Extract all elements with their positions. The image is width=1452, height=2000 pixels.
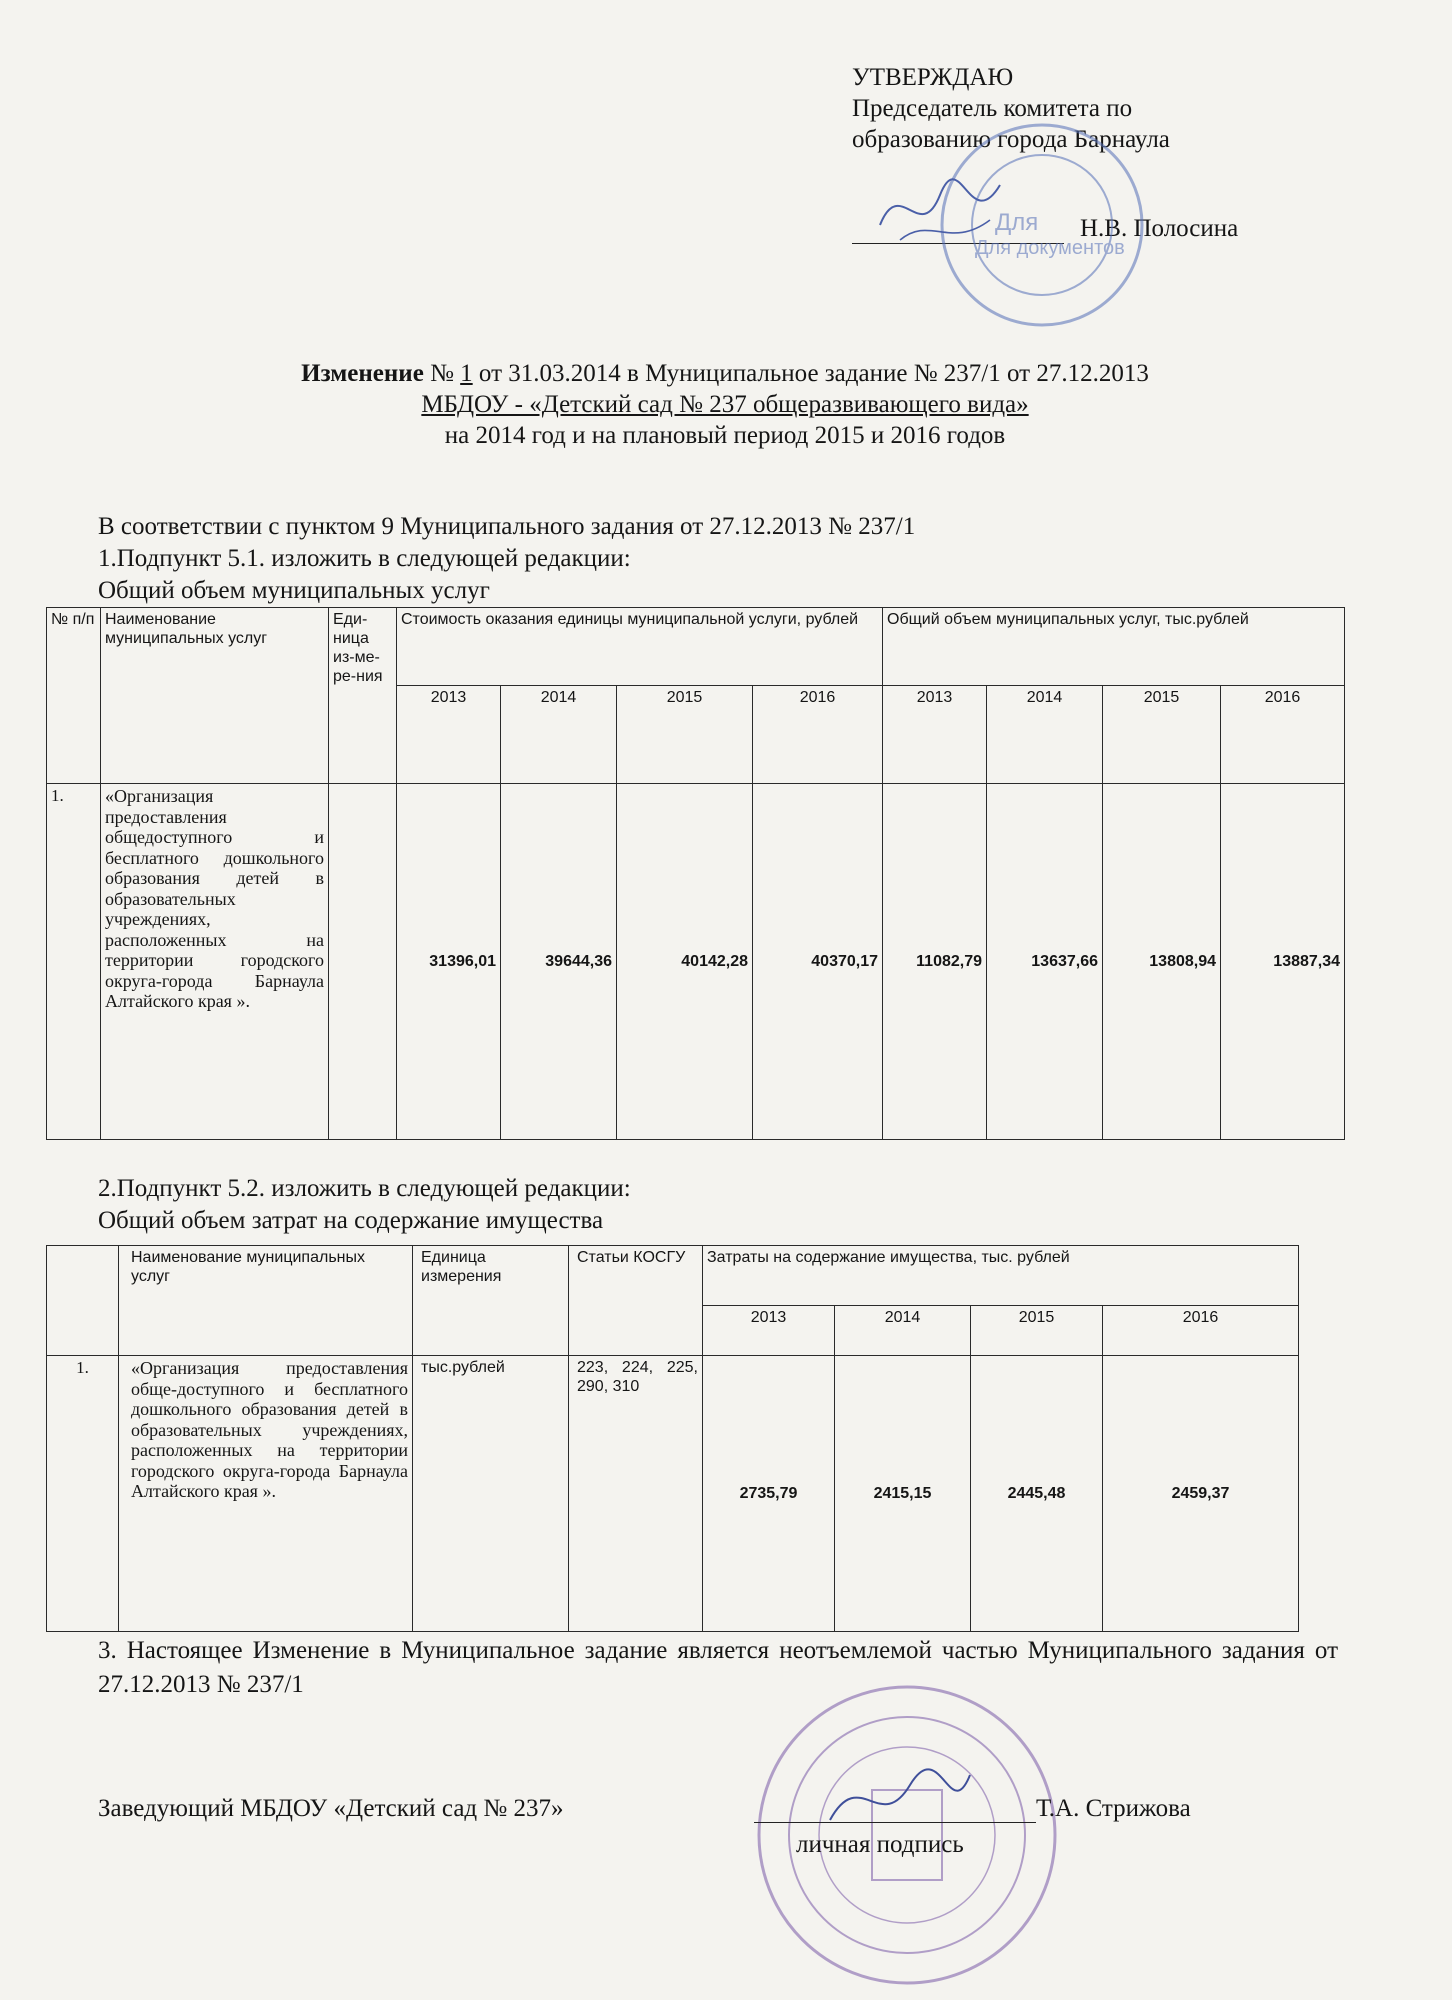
t2-row-num: 1. [47, 1356, 119, 1632]
t2-header-kosgu: Статьи КОСГУ [569, 1246, 703, 1356]
t1-year: 2016 [753, 686, 883, 784]
t2-value: 2445,48 [971, 1356, 1103, 1632]
t2-year: 2013 [703, 1306, 835, 1356]
t1-year: 2013 [397, 686, 501, 784]
services-volume-table [46, 607, 1345, 1140]
item1-text: 1.Подпункт 5.1. изложить в следующей редакции: [98, 545, 631, 572]
footer-signer: Т.А. Стрижова [1036, 1795, 1191, 1822]
t2-row-unit: тыс.рублей [413, 1356, 569, 1632]
document-title [60, 358, 1390, 451]
t1-year: 2015 [1103, 686, 1221, 784]
t2-row-name: «Организация предоставления обще-доступного и бесплатного дошкольного образования детей в образовательных учреждениях, расположенных на территории городского округа-города Барнаула Алтайского края ». [119, 1356, 413, 1632]
t2-year: 2014 [835, 1306, 971, 1356]
t2-year: 2016 [1103, 1306, 1299, 1356]
t1-value: 39644,36 [501, 784, 617, 1140]
t2-header-unit: Единица измерения [413, 1246, 569, 1356]
t1-value: 31396,01 [397, 784, 501, 1140]
t1-header-num: № п/п [47, 608, 101, 784]
t1-header-cost: Стоимость оказания единицы муниципальной услуги, рублей [397, 608, 883, 686]
t1-header-name: Наименование муниципальных услуг [101, 608, 329, 784]
stamp-label: Для документов [975, 237, 1125, 259]
t1-value: 13637,66 [987, 784, 1103, 1140]
footer-signature [820, 1760, 980, 1840]
table-row [47, 784, 1345, 1140]
t1-year: 2015 [617, 686, 753, 784]
footer-position: Заведующий МБДОУ «Детский сад № 237» [98, 1795, 564, 1822]
svg-text:Для: Для [995, 209, 1039, 236]
t1-row-name: «Организация предоставления общедоступного и бесплатного дошкольного образования детей в образовательных учреждениях, расположенных на территории городского округа-города Барнаула Алтайского края ». [101, 784, 329, 1140]
title-period: на 2014 год и на плановый период 2015 и 2016 годов [444, 422, 1006, 449]
title-bold: Изменение [301, 360, 424, 387]
t1-row-num: 1. [47, 784, 101, 1140]
title-number: 1 [460, 360, 473, 387]
table1-title: Общий объем муниципальных услуг [98, 577, 490, 604]
t2-value: 2415,15 [835, 1356, 971, 1632]
property-costs-table [46, 1245, 1299, 1632]
t1-value: 40142,28 [617, 784, 753, 1140]
approval-title: УТВЕРЖДАЮ [852, 64, 1014, 91]
t1-value: 13887,34 [1221, 784, 1345, 1140]
t2-row-kosgu: 223, 224, 225, 290, 310 [569, 1356, 703, 1632]
t1-year: 2013 [883, 686, 987, 784]
section3-text: 3. Настоящее Изменение в Муниципальное задание является неотъемлемой частью Муниципального задания от 27.12.2013 № 237/1 [98, 1637, 1338, 1698]
title-rest: от 31.03.2014 в Муниципальное задание № 237/1 от 27.12.2013 [478, 360, 1149, 387]
t2-value: 2459,37 [1103, 1356, 1299, 1632]
t1-value: 40370,17 [753, 784, 883, 1140]
intro-reference: В соответствии с пунктом 9 Муниципального задания от 27.12.2013 № 237/1 [98, 513, 916, 540]
t2-year: 2015 [971, 1306, 1103, 1356]
t1-value: 11082,79 [883, 784, 987, 1140]
title-number-sign: № [430, 360, 454, 387]
t2-header-costs: Затраты на содержание имущества, тыс. рублей [703, 1246, 1299, 1306]
t2-header-num [47, 1246, 119, 1356]
title-institution: МБДОУ - «Детский сад № 237 общеразвивающего вида» [421, 391, 1029, 418]
item2-text: 2.Подпункт 5.2. изложить в следующей редакции: [98, 1175, 631, 1202]
t1-year: 2014 [501, 686, 617, 784]
t1-row-unit [329, 784, 397, 1140]
approval-signature [870, 165, 1010, 255]
t2-value: 2735,79 [703, 1356, 835, 1632]
approval-position-line1: Председатель комитета по [852, 95, 1133, 122]
table-row [47, 1356, 1299, 1632]
t1-header-unit: Еди-ница из-ме-ре-ния [329, 608, 397, 784]
t2-header-name: Наименование муниципальных услуг [119, 1246, 413, 1356]
t1-value: 13808,94 [1103, 784, 1221, 1140]
footer-signature-caption: личная подпись [796, 1831, 964, 1858]
t1-header-total: Общий объем муниципальных услуг, тыс.рублей [883, 608, 1345, 686]
table2-title: Общий объем затрат на содержание имущества [98, 1207, 604, 1234]
approval-position-line2: образованию города Барнаула [852, 126, 1170, 153]
approval-signer: Н.В. Полосина [1080, 215, 1239, 242]
t1-year: 2014 [987, 686, 1103, 784]
t1-year: 2016 [1221, 686, 1345, 784]
